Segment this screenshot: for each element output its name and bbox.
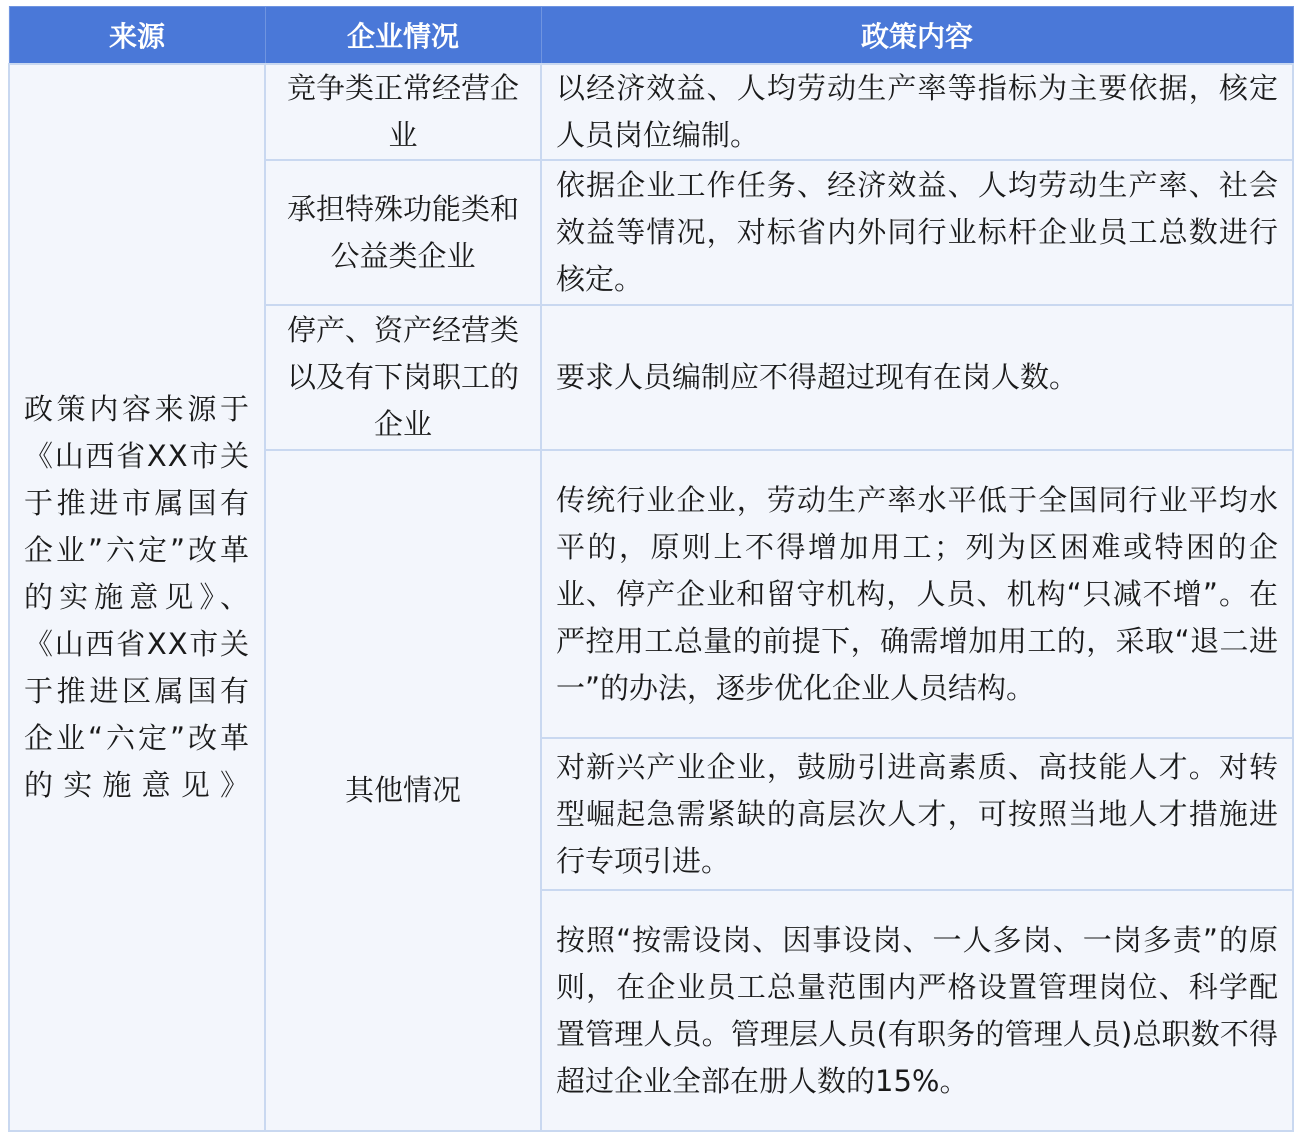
situation-cell-other: 其他情况 bbox=[265, 450, 541, 1131]
content-cell: 按照“按需设岗、因事设岗、一人多岗、一岗多责”的原则，在企业员工总量范围内严格设置管理岗位、科学配置管理人员。管理层人员(有职务的管理人员)总职数不得超过企业全部在册人数的15%。 bbox=[541, 890, 1293, 1131]
content-cell: 依据企业工作任务、经济效益、人均劳动生产率、社会效益等情况，对标省内外同行业标杆企业员工总数进行核定。 bbox=[541, 160, 1293, 305]
header-content: 政策内容 bbox=[541, 7, 1293, 65]
policy-table bbox=[8, 6, 1294, 1132]
policy-table-container bbox=[8, 6, 1292, 1132]
content-cell: 以经济效益、人均劳动生产率等指标为主要依据，核定人员岗位编制。 bbox=[541, 64, 1293, 160]
situation-cell: 竞争类正常经营企业 bbox=[265, 64, 541, 160]
header-row bbox=[9, 7, 1293, 65]
content-cell: 传统行业企业，劳动生产率水平低于全国同行业平均水平的，原则上不得增加用工；列为区困难或特困的企业、停产企业和留守机构，人员、机构“只减不增”。在严控用工总量的前提下，确需增加用工的，采取“退二进一”的办法，逐步优化企业人员结构。 bbox=[541, 450, 1293, 738]
table-row bbox=[9, 64, 1293, 160]
header-source: 来源 bbox=[9, 7, 265, 65]
header-situation: 企业情况 bbox=[265, 7, 541, 65]
situation-cell: 停产、资产经营类以及有下岗职工的企业 bbox=[265, 305, 541, 450]
situation-cell: 承担特殊功能类和公益类企业 bbox=[265, 160, 541, 305]
source-cell: 政策内容来源于《山西省XX市关于推进市属国有企业”六定”改革的实施意见》、《山西省XX市关于推进区属国有企业“六定”改革的实施意见》 bbox=[9, 64, 265, 1131]
content-cell: 对新兴产业企业，鼓励引进高素质、高技能人才。对转型崛起急需紧缺的高层次人才，可按照当地人才措施进行专项引进。 bbox=[541, 738, 1293, 890]
content-cell: 要求人员编制应不得超过现有在岗人数。 bbox=[541, 305, 1293, 450]
